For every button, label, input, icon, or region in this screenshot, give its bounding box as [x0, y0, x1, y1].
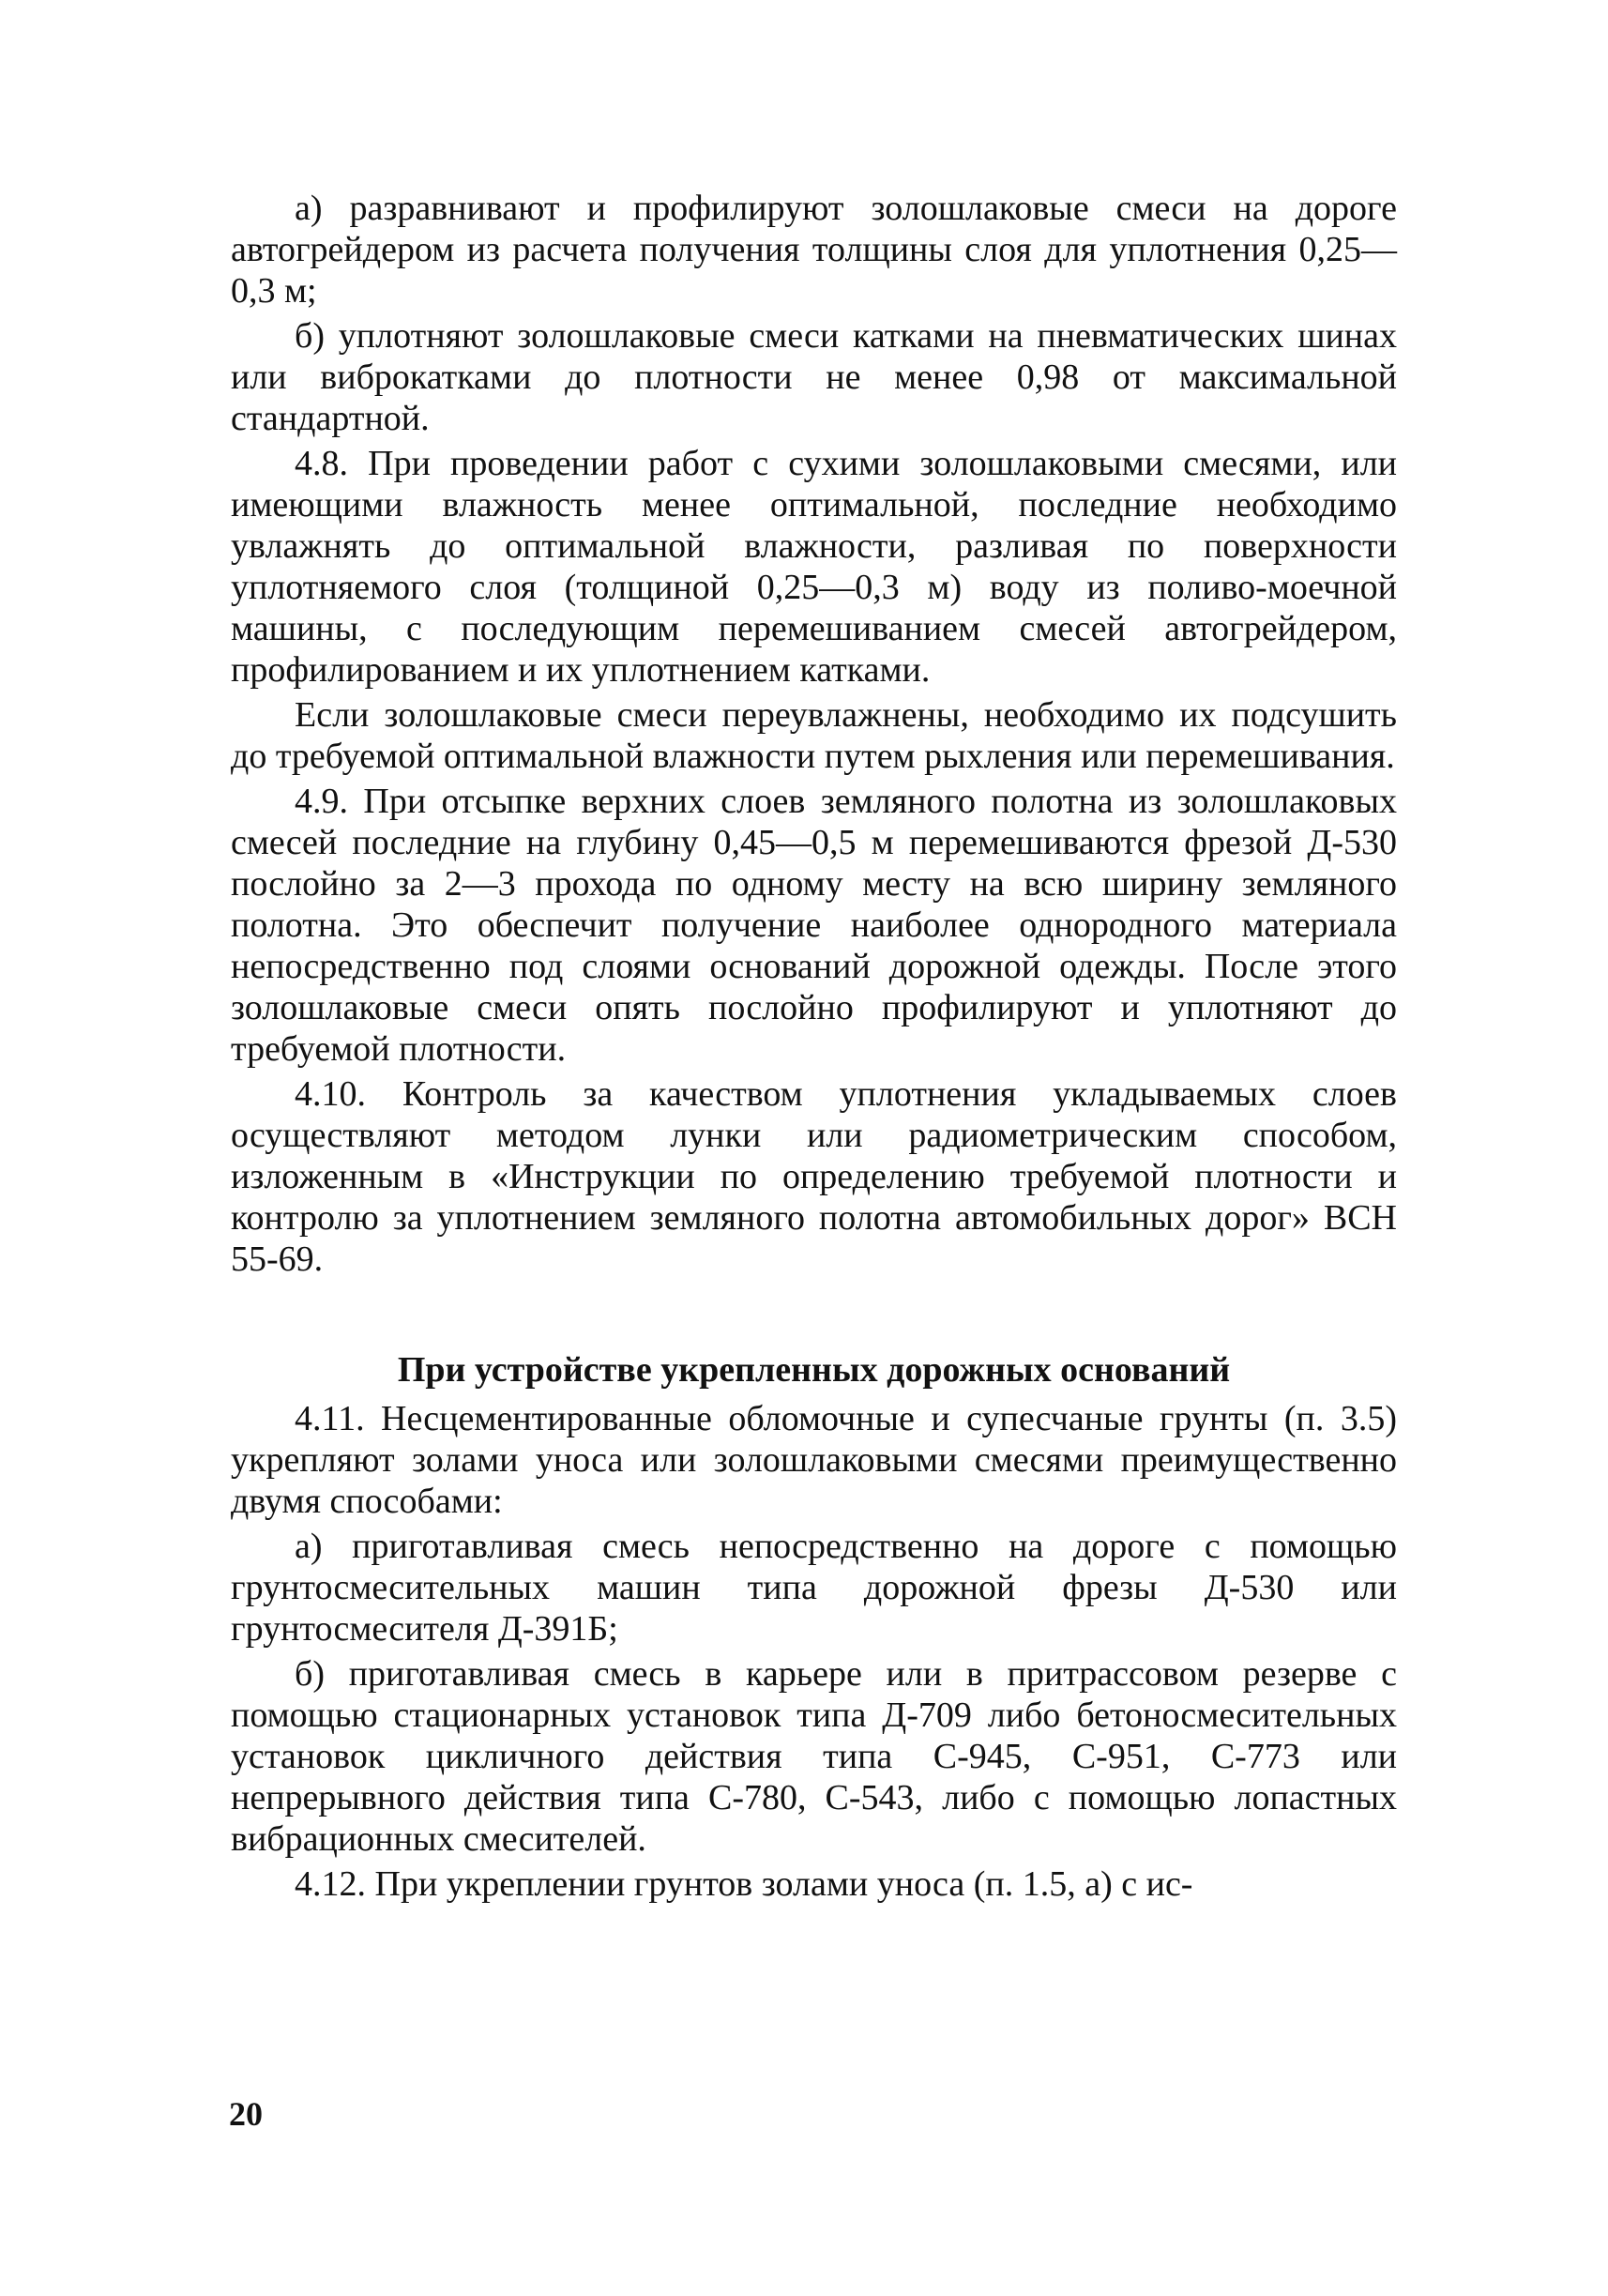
paragraph-4-8: 4.8. При проведении работ с сухими золошлаковыми смесями, или имеющими влажность менее оптимальной, последние необходимо увлажнять до оптимальной влажности, разливая по поверхности уплотняемого слоя (толщиной 0,25—0,3 м) воду из поливо-моечной машины, с последующим перемешиванием смесей автогрейдером, профилированием и их уплотнением катками. — [231, 444, 1397, 690]
paragraph-4-8-note: Если золошлаковые смеси переувлажнены, необходимо их подсушить до требуемой оптимальной влажности путем рыхления или перемешивания. — [231, 695, 1397, 776]
page-number: 20 — [229, 2095, 263, 2133]
paragraph-4-12: 4.12. При укреплении грунтов золами уноса (п. 1.5, а) с ис- — [295, 1864, 1193, 1904]
paragraph-4-11-b: б) приготавливая смесь в карьере или в притрассовом резерве с помощью стационарных установок типа Д-709 либо бетоносмесительных установок цикличного действия типа С-945, С-951, С-773 или непрерывного действия типа С-780, С-543, либо с помощью лопастных вибрационных смесителей. — [231, 1654, 1397, 1859]
paragraph-4-9: 4.9. При отсыпке верхних слоев земляного полотна из золошлаковых смесей последние на глубину 0,45—0,5 м перемешиваются фрезой Д-530 послойно за 2—3 прохода по одному месту на всю ширину земляного полотна. Это обеспечит получение наиболее однородного материала непосредственно под слоями оснований дорожной одежды. После этого золошлаковые смеси опять послойно профилируют и уплотняют до требуемой плотности. — [231, 782, 1397, 1069]
paragraph-4-11-a: а) приготавливая смесь непосредственно на дороге с помощью грунтосмесительных машин типа дорожной фрезы Д-530 или грунтосмесителя Д-391Б; — [231, 1527, 1397, 1649]
section-heading: При устройстве укрепленных дорожных оснований — [397, 1350, 1231, 1390]
paragraph-4-11: 4.11. Несцементированные обломочные и супесчаные грунты (п. 3.5) укрепляют золами уноса или золошлаковыми смесями преимущественно двумя способами: — [231, 1399, 1397, 1521]
paragraph-4-7-b: б) уплотняют золошлаковые смеси катками на пневматических шинах или виброкатками до плотности не менее 0,98 от максимальной стандартной. — [231, 316, 1397, 438]
paragraph-4-10: 4.10. Контроль за качеством уплотнения укладываемых слоев осуществляют методом лунки или радиометрическим способом, изложенным в «Инструкции по определению требуемой плотности и контролю за уплотнением земляного полотна автомобильных дорог» ВСН 55-69. — [231, 1074, 1397, 1279]
body-text — [231, 188, 1397, 1905]
paragraph-4-7-a: а) разравнивают и профилируют золошлаковые смеси на дороге автогрейдером из расчета получения толщины слоя для уплотнения 0,25—0,3 м; — [231, 189, 1397, 311]
